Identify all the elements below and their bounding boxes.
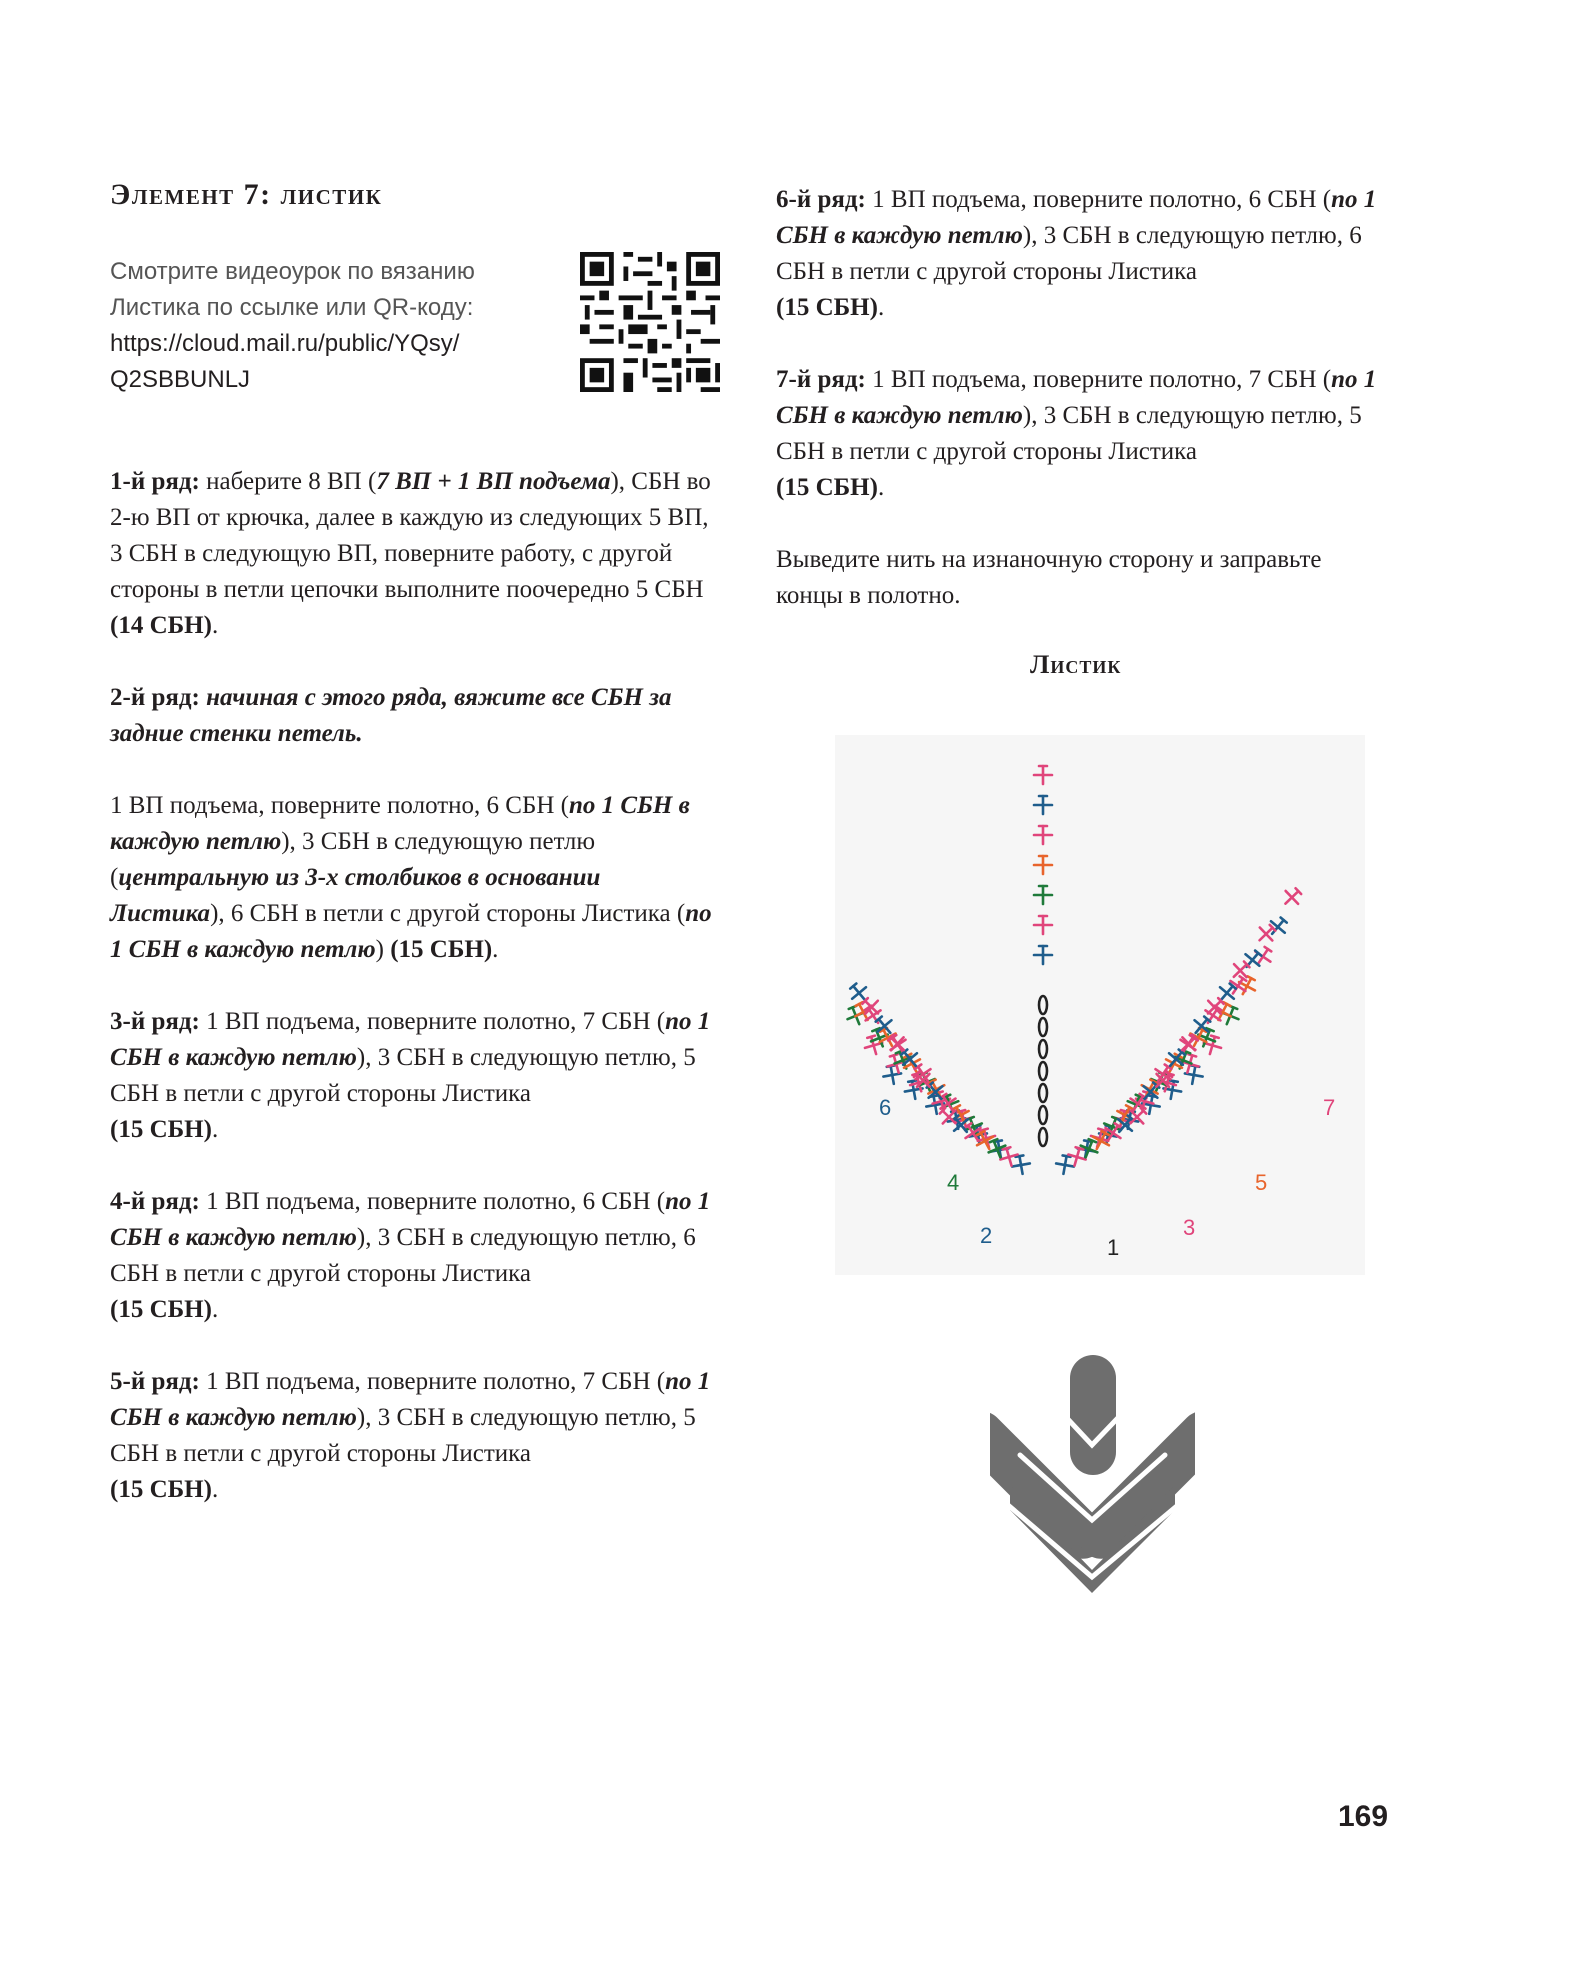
row-number-6: 6 xyxy=(879,1095,892,1120)
stitch-symbol xyxy=(1183,1065,1204,1086)
row-4: 4-й ряд: 1 ВП подъема, поверните полотно, 6 СБН (по 1 СБН в каждую петлю), 3 СБН в следующую петлю, 6 СБН в петли с другой стороны Листика (15 СБН). xyxy=(110,1188,711,1323)
row-number-4: 4 xyxy=(947,1170,960,1195)
chain-stitch xyxy=(1039,1106,1047,1124)
leaf-shape-icon xyxy=(990,1345,1195,1595)
instructions-right-column xyxy=(776,182,1386,650)
row-3: 3-й ряд: 1 ВП подъема, поверните полотно, 7 СБН (по 1 СБН в каждую петлю), 3 СБН в следующую петлю, 5 СБН в петли с другой стороны Листика (15 СБН). xyxy=(110,1008,711,1143)
stitch-symbol xyxy=(1034,826,1052,844)
row-7: 7-й ряд: 1 ВП подъема, поверните полотно, 7 СБН (по 1 СБН в каждую петлю), 3 СБН в следующую петлю, 5 СБН в петли с другой стороны Листика (15 СБН). xyxy=(776,366,1377,501)
chain-stitch xyxy=(1039,1018,1047,1036)
stitch-symbol xyxy=(846,980,871,1005)
row-2: 2-й ряд: начиная с этого ряда, вяжите все СБН за задние стенки петель. xyxy=(110,684,672,747)
stitch-symbol xyxy=(1034,916,1052,934)
crochet-diagram xyxy=(835,735,1365,1275)
row-6: 6-й ряд: 1 ВП подъема, поверните полотно, 6 СБН (по 1 СБН в каждую петлю), 3 СБН в следующую петлю, 6 СБН в петли с другой стороны Листика (15 СБН). xyxy=(776,186,1377,321)
row-2-body: 1 ВП подъема, поверните полотно, 6 СБН (по 1 СБН в каждую петлю), 3 СБН в следующую петлю (центральную из 3-х столбиков в основании Листика), 6 СБН в петли с другой стороны Листика (по 1 СБН в каждую петлю) (15 СБН). xyxy=(110,792,712,963)
video-link-line1[interactable]: https://cloud.mail.ru/public/YQsy/ xyxy=(110,330,460,357)
row-number-2: 2 xyxy=(980,1223,993,1248)
finish-instruction: Выведите нить на изнаночную сторону и заправьте концы в полотно. xyxy=(776,546,1322,609)
stitch-symbol xyxy=(1011,1155,1032,1176)
chain-stitch xyxy=(1039,996,1047,1014)
intro-text: Смотрите видеоурок по вязанию Листика по ссылке или QR-коду: xyxy=(110,258,475,321)
page-number: 169 xyxy=(1338,1800,1389,1833)
row-number-1: 1 xyxy=(1107,1235,1120,1260)
chain-stitch xyxy=(1039,1040,1047,1058)
stitch-symbol xyxy=(1034,766,1052,784)
stitch-symbol xyxy=(1034,886,1052,904)
row-number-7: 7 xyxy=(1323,1095,1336,1120)
stitch-symbol xyxy=(1279,885,1304,910)
chain-stitch xyxy=(1039,1084,1047,1102)
stitch-symbol xyxy=(1034,796,1052,814)
section-heading: Элемент 7: листик xyxy=(110,178,383,211)
stitch-symbol xyxy=(1055,1155,1076,1176)
row-number-3: 3 xyxy=(1183,1215,1196,1240)
video-intro xyxy=(110,254,550,398)
stitch-symbol xyxy=(882,1065,903,1086)
row-5: 5-й ряд: 1 ВП подъема, поверните полотно, 7 СБН (по 1 СБН в каждую петлю), 3 СБН в следующую петлю, 5 СБН в петли с другой стороны Листика (15 СБН). xyxy=(110,1368,711,1503)
instructions-left-column xyxy=(110,464,720,1544)
chain-stitch xyxy=(1039,1062,1047,1080)
diagram-caption: Листик xyxy=(1030,650,1122,679)
video-link-line2[interactable]: Q2SBBUNLJ xyxy=(110,366,251,393)
row-number-5: 5 xyxy=(1255,1170,1268,1195)
stitch-symbol xyxy=(1034,856,1052,874)
stitch-symbol xyxy=(1034,946,1052,964)
qr-code[interactable] xyxy=(580,252,720,392)
chain-stitch xyxy=(1039,1128,1047,1146)
row-1: 1-й ряд: наберите 8 ВП (7 ВП + 1 ВП подъема), СБН во 2-ю ВП от крючка, далее в каждую из следующих 5 ВП, 3 СБН в следующую ВП, поверните работу, с другой стороны в петли цепочки выполните поочередно 5 СБН (14 СБН). xyxy=(110,468,711,639)
